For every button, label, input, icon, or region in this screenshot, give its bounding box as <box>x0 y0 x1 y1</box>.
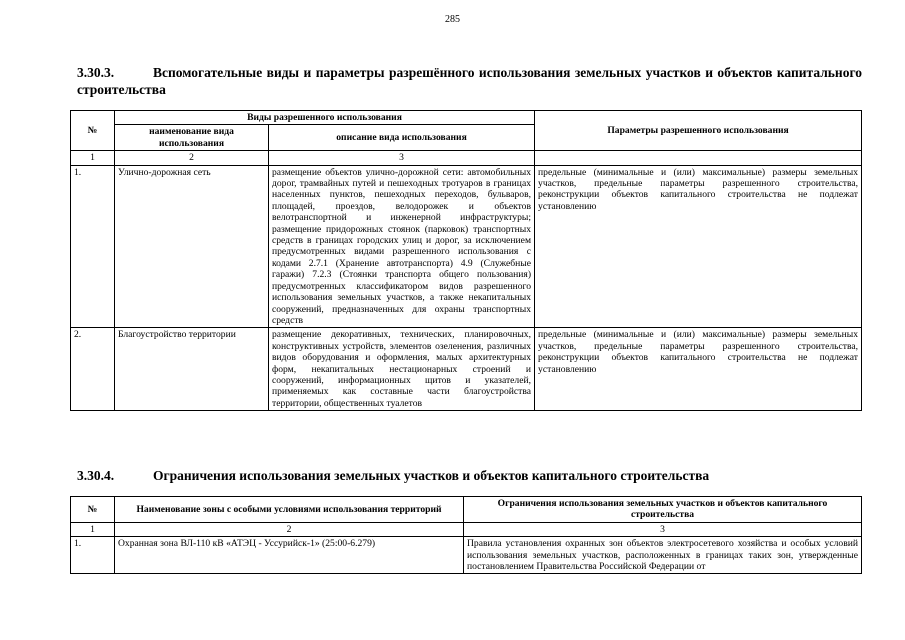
use-description: размещение декоративных, технических, планировочных, конструктивных устройств, элементов озеленения, различных видов оборудования и оформления, малых архитектурных форм, некапитальных нестационарных строений и сооружений, информационных щитов и указателей, применяемых как составные части благоустройства территории, общественных туалетов <box>269 328 535 411</box>
header-no: № <box>71 497 115 523</box>
index-cell: 3 <box>269 151 535 165</box>
section-heading-3-30-4 <box>77 467 862 484</box>
use-name: Благоустройство территории <box>115 328 269 411</box>
row-number: 1. <box>71 537 115 574</box>
index-cell <box>535 151 862 165</box>
row-number: 2. <box>71 328 115 411</box>
index-row <box>71 522 862 536</box>
restrictions-table <box>70 496 862 574</box>
section-heading-3-30-3 <box>77 64 862 98</box>
section-title: Ограничения использования земельных участков и объектов капитального строительства <box>153 468 710 483</box>
row-number: 1. <box>71 165 115 328</box>
header-zone: Наименование зоны с особыми условиями использования территорий <box>115 497 464 523</box>
index-cell: 2 <box>115 522 464 536</box>
page-number: 285 <box>445 14 460 25</box>
table-row <box>71 537 862 574</box>
header-use-types: Виды разрешенного использования <box>115 111 535 125</box>
header-restrictions: Ограничения использования земельных участков и объектов капитального строительства <box>464 497 862 523</box>
header-no: № <box>71 111 115 151</box>
use-parameters: предельные (минимальные и (или) максимальные) размеры земельных участков, предельные параметры разрешенного строительства, реконструкции объектов капитального строительства не подлежат установлению <box>535 165 862 328</box>
restriction-text <box>464 537 862 574</box>
use-parameters: предельные (минимальные и (или) максимальные) размеры земельных участков, предельные параметры разрешенного строительства, реконструкции объектов капитального строительства не подлежат установлению <box>535 328 862 411</box>
index-cell: 2 <box>115 151 269 165</box>
table-row <box>71 328 862 411</box>
use-description: размещение объектов улично-дорожной сети: автомобильных дорог, трамвайных путей и пешеходных тротуаров в границах населенных пунктов, пешеходных переходов, бульваров, площадей, проездов, велодорожек и объектов велотранспортной и инженерной инфраструктуры; размещение придорожных стоянок (парковок) транспортных средств в границах городских улиц и дорог, за исключением предусмотренных видами разрешенного использования с кодами 2.7.1 (Хранение автотранспорта) 4.9 (Служебные гаражи) 7.2.3 (Стоянки транспорта общего пользования) предусмотренных классификатором видов разрешенного использования земельных участков, а также некапитальных сооружений, предназначенных для охраны транспортных средств <box>269 165 535 328</box>
header-use-name: наименование вида использования <box>115 125 269 151</box>
table-row <box>71 165 862 328</box>
restriction-text-body: Правила установления охранных зон объектов электросетевого хозяйства и особых условий использования земельных участков, расположенных в границах таких зон, утвержденные постановлением Правительства Российской Федерации от <box>467 538 858 573</box>
index-cell: 3 <box>464 522 862 536</box>
zone-name: Охранная зона ВЛ-110 кВ «АТЭЦ - Уссурийск-1» (25:00-6.279) <box>115 537 464 574</box>
section-number: 3.30.3. <box>77 65 115 80</box>
section-number: 3.30.4. <box>77 468 115 483</box>
use-name: Улично-дорожная сеть <box>115 165 269 328</box>
section-title: Вспомогательные виды и параметры разрешённого использования земельных участков и объектов капитального строительства <box>77 65 862 97</box>
index-row <box>71 151 862 165</box>
header-params: Параметры разрешенного использования <box>535 111 862 151</box>
index-cell: 1 <box>71 151 115 165</box>
index-cell: 1 <box>71 522 115 536</box>
permitted-use-table <box>70 110 862 411</box>
header-use-desc: описание вида использования <box>269 125 535 151</box>
